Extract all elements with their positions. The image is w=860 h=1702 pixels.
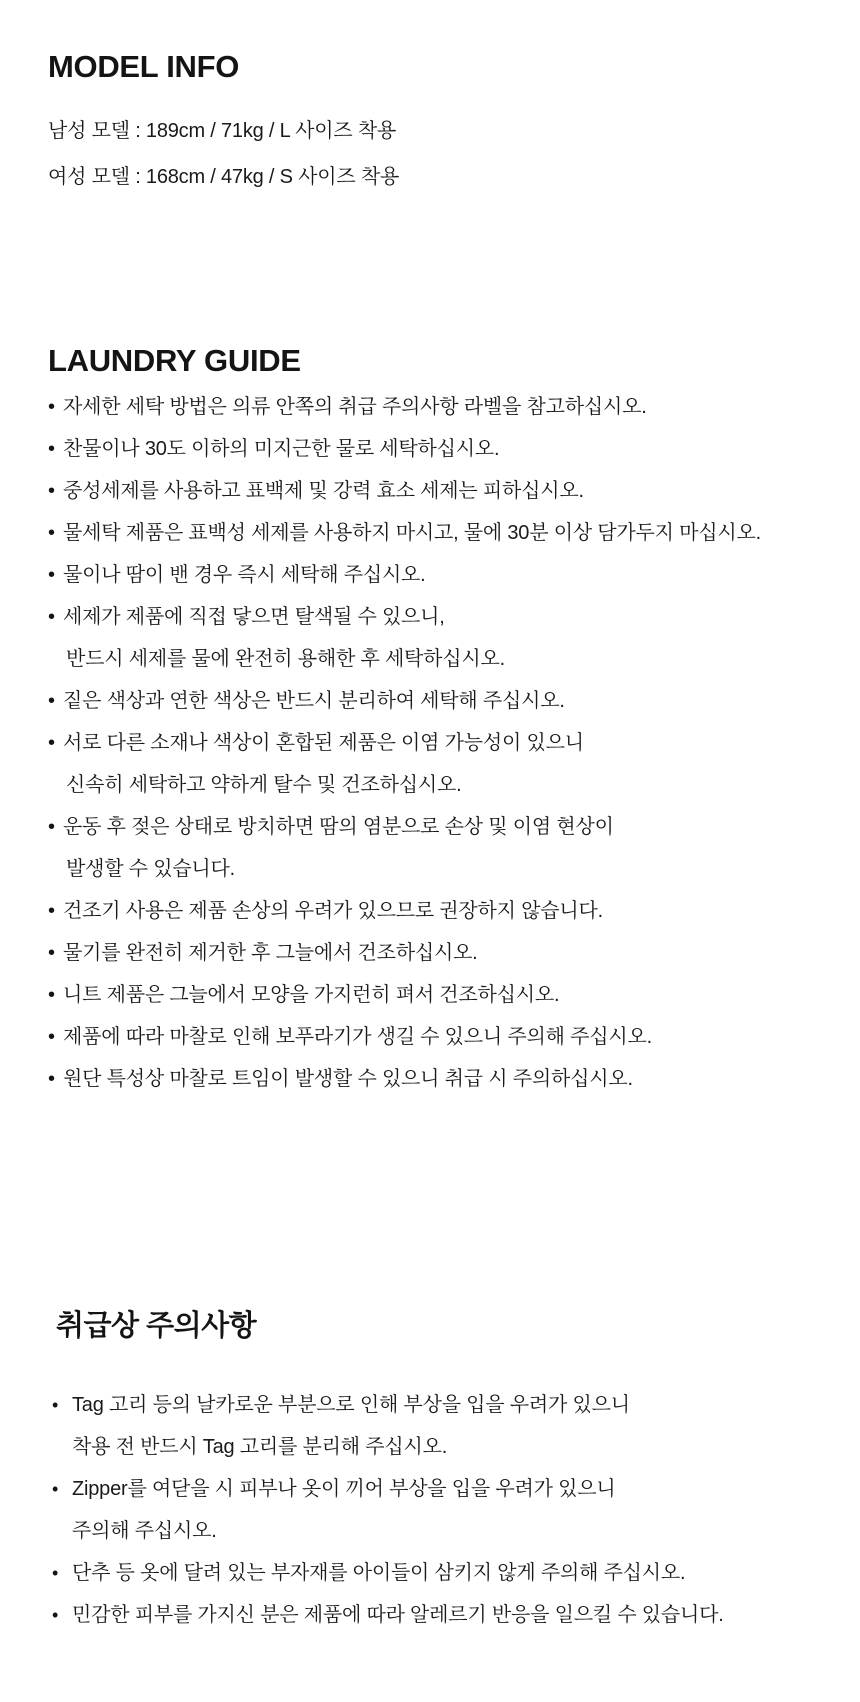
bullet-text: 주의해 주십시오. — [72, 1520, 217, 1542]
model-info-section — [48, 0, 830, 200]
bullet-text: 물세탁 제품은 표백성 세제를 사용하지 마시고, 물에 30분 이상 담가두지 마십시오. — [63, 522, 761, 544]
male-model-spec: 남성 모델 : 189cm / 71kg / L 사이즈 착용 — [48, 120, 397, 142]
bullet-dot-icon: • — [48, 522, 55, 544]
bullet-text: 짙은 색상과 연한 색상은 반드시 분리하여 세탁해 주십시오. — [63, 690, 565, 712]
bullet-dot-icon — [48, 1426, 72, 1468]
bullet-item — [48, 428, 830, 470]
bullet-item — [48, 386, 830, 428]
bullet-item — [48, 596, 830, 638]
bullet-dot-icon — [48, 638, 63, 680]
bullet-text: 니트 제품은 그늘에서 모양을 가지런히 펴서 건조하십시오. — [63, 984, 560, 1006]
model-info-lines — [48, 108, 830, 200]
bullet-dot-icon: • — [48, 1026, 55, 1048]
model-info-title: MODEL INFO — [48, 49, 240, 84]
bullet-dot-icon: • — [48, 438, 55, 460]
bullet-text: 단추 등 옷에 달려 있는 부자재를 아이들이 삼키지 않게 주의해 주십시오. — [72, 1562, 686, 1584]
bullet-text: 자세한 세탁 방법은 의류 안쪽의 취급 주의사항 라벨을 참고하십시오. — [63, 396, 647, 418]
bullet-item — [48, 1058, 830, 1100]
bullet-dot-icon: • — [48, 942, 55, 964]
bullet-continuation-line — [48, 764, 830, 806]
bullet-text: 제품에 따라 마찰로 인해 보푸라기가 생길 수 있으니 주의해 주십시오. — [63, 1026, 652, 1048]
bullet-continuation-line — [48, 1426, 830, 1468]
handling-caution-section — [48, 1308, 830, 1636]
bullet-text: Zipper를 여닫을 시 피부나 옷이 끼어 부상을 입을 우려가 있으니 — [72, 1478, 616, 1500]
laundry-guide-bullet-list — [48, 386, 830, 1100]
bullet-text: Tag 고리 등의 날카로운 부분으로 인해 부상을 입을 우려가 있으니 — [72, 1394, 630, 1416]
bullet-item — [48, 806, 830, 848]
bullet-text: 민감한 피부를 가지신 분은 제품에 따라 알레르기 반응을 일으킬 수 있습니다. — [72, 1604, 724, 1626]
bullet-dot-icon: • — [48, 816, 55, 838]
bullet-item — [48, 470, 830, 512]
bullet-dot-icon: • — [48, 1068, 55, 1090]
female-model-spec: 여성 모델 : 168cm / 47kg / S 사이즈 착용 — [48, 166, 400, 188]
bullet-text: 건조기 사용은 제품 손상의 우려가 있으므로 권장하지 않습니다. — [63, 900, 603, 922]
bullet-dot-icon: • — [48, 984, 55, 1006]
bullet-dot-icon: • — [52, 1395, 59, 1415]
bullet-text: 운동 후 젖은 상태로 방치하면 땀의 염분으로 손상 및 이염 현상이 — [63, 816, 614, 838]
bullet-text: 찬물이나 30도 이하의 미지근한 물로 세탁하십시오. — [63, 438, 500, 460]
bullet-dot-icon: • — [48, 606, 55, 628]
bullet-text: 중성세제를 사용하고 표백제 및 강력 효소 세제는 피하십시오. — [63, 480, 584, 502]
bullet-dot-icon: • — [52, 1563, 59, 1583]
bullet-text: 신속히 세탁하고 약하게 탈수 및 건조하십시오. — [66, 774, 462, 796]
bullet-dot-icon: • — [48, 732, 55, 754]
bullet-dot-icon — [48, 764, 63, 806]
bullet-item — [48, 680, 830, 722]
bullet-item — [48, 890, 830, 932]
bullet-dot-icon: • — [48, 396, 55, 418]
bullet-item — [48, 722, 830, 764]
bullet-text: 발생할 수 있습니다. — [66, 858, 236, 880]
bullet-dot-icon: • — [48, 900, 55, 922]
bullet-item — [48, 554, 830, 596]
handling-caution-bullet-list — [48, 1384, 830, 1636]
bullet-text: 원단 특성상 마찰로 트임이 발생할 수 있으니 취급 시 주의하십시오. — [63, 1068, 633, 1090]
bullet-text: 반드시 세제를 물에 완전히 용해한 후 세탁하십시오. — [66, 648, 506, 670]
bullet-text: 세제가 제품에 직접 닿으면 탈색될 수 있으니, — [63, 606, 445, 628]
bullet-text: 서로 다른 소재나 색상이 혼합된 제품은 이염 가능성이 있으니 — [63, 732, 584, 754]
bullet-item — [48, 1468, 830, 1510]
bullet-text: 물기를 완전히 제거한 후 그늘에서 건조하십시오. — [63, 942, 478, 964]
laundry-guide-section — [48, 343, 830, 1100]
laundry-guide-title: LAUNDRY GUIDE — [48, 343, 301, 378]
bullet-item — [48, 512, 830, 554]
bullet-dot-icon — [48, 848, 63, 890]
bullet-item — [48, 1384, 830, 1426]
bullet-item — [48, 932, 830, 974]
bullet-text: 물이나 땀이 밴 경우 즉시 세탁해 주십시오. — [63, 564, 426, 586]
bullet-text: 착용 전 반드시 Tag 고리를 분리해 주십시오. — [72, 1436, 448, 1458]
bullet-dot-icon: • — [52, 1605, 59, 1625]
bullet-item — [48, 1552, 830, 1594]
bullet-dot-icon: • — [52, 1479, 59, 1499]
bullet-dot-icon: • — [48, 480, 55, 502]
handling-caution-title: 취급상 주의사항 — [56, 1310, 257, 1342]
bullet-item — [48, 1016, 830, 1058]
bullet-continuation-line — [48, 638, 830, 680]
bullet-dot-icon — [48, 1510, 72, 1552]
bullet-dot-icon: • — [48, 564, 55, 586]
bullet-continuation-line — [48, 1510, 830, 1552]
bullet-item — [48, 974, 830, 1016]
bullet-continuation-line — [48, 848, 830, 890]
bullet-dot-icon: • — [48, 690, 55, 712]
bullet-item — [48, 1594, 830, 1636]
